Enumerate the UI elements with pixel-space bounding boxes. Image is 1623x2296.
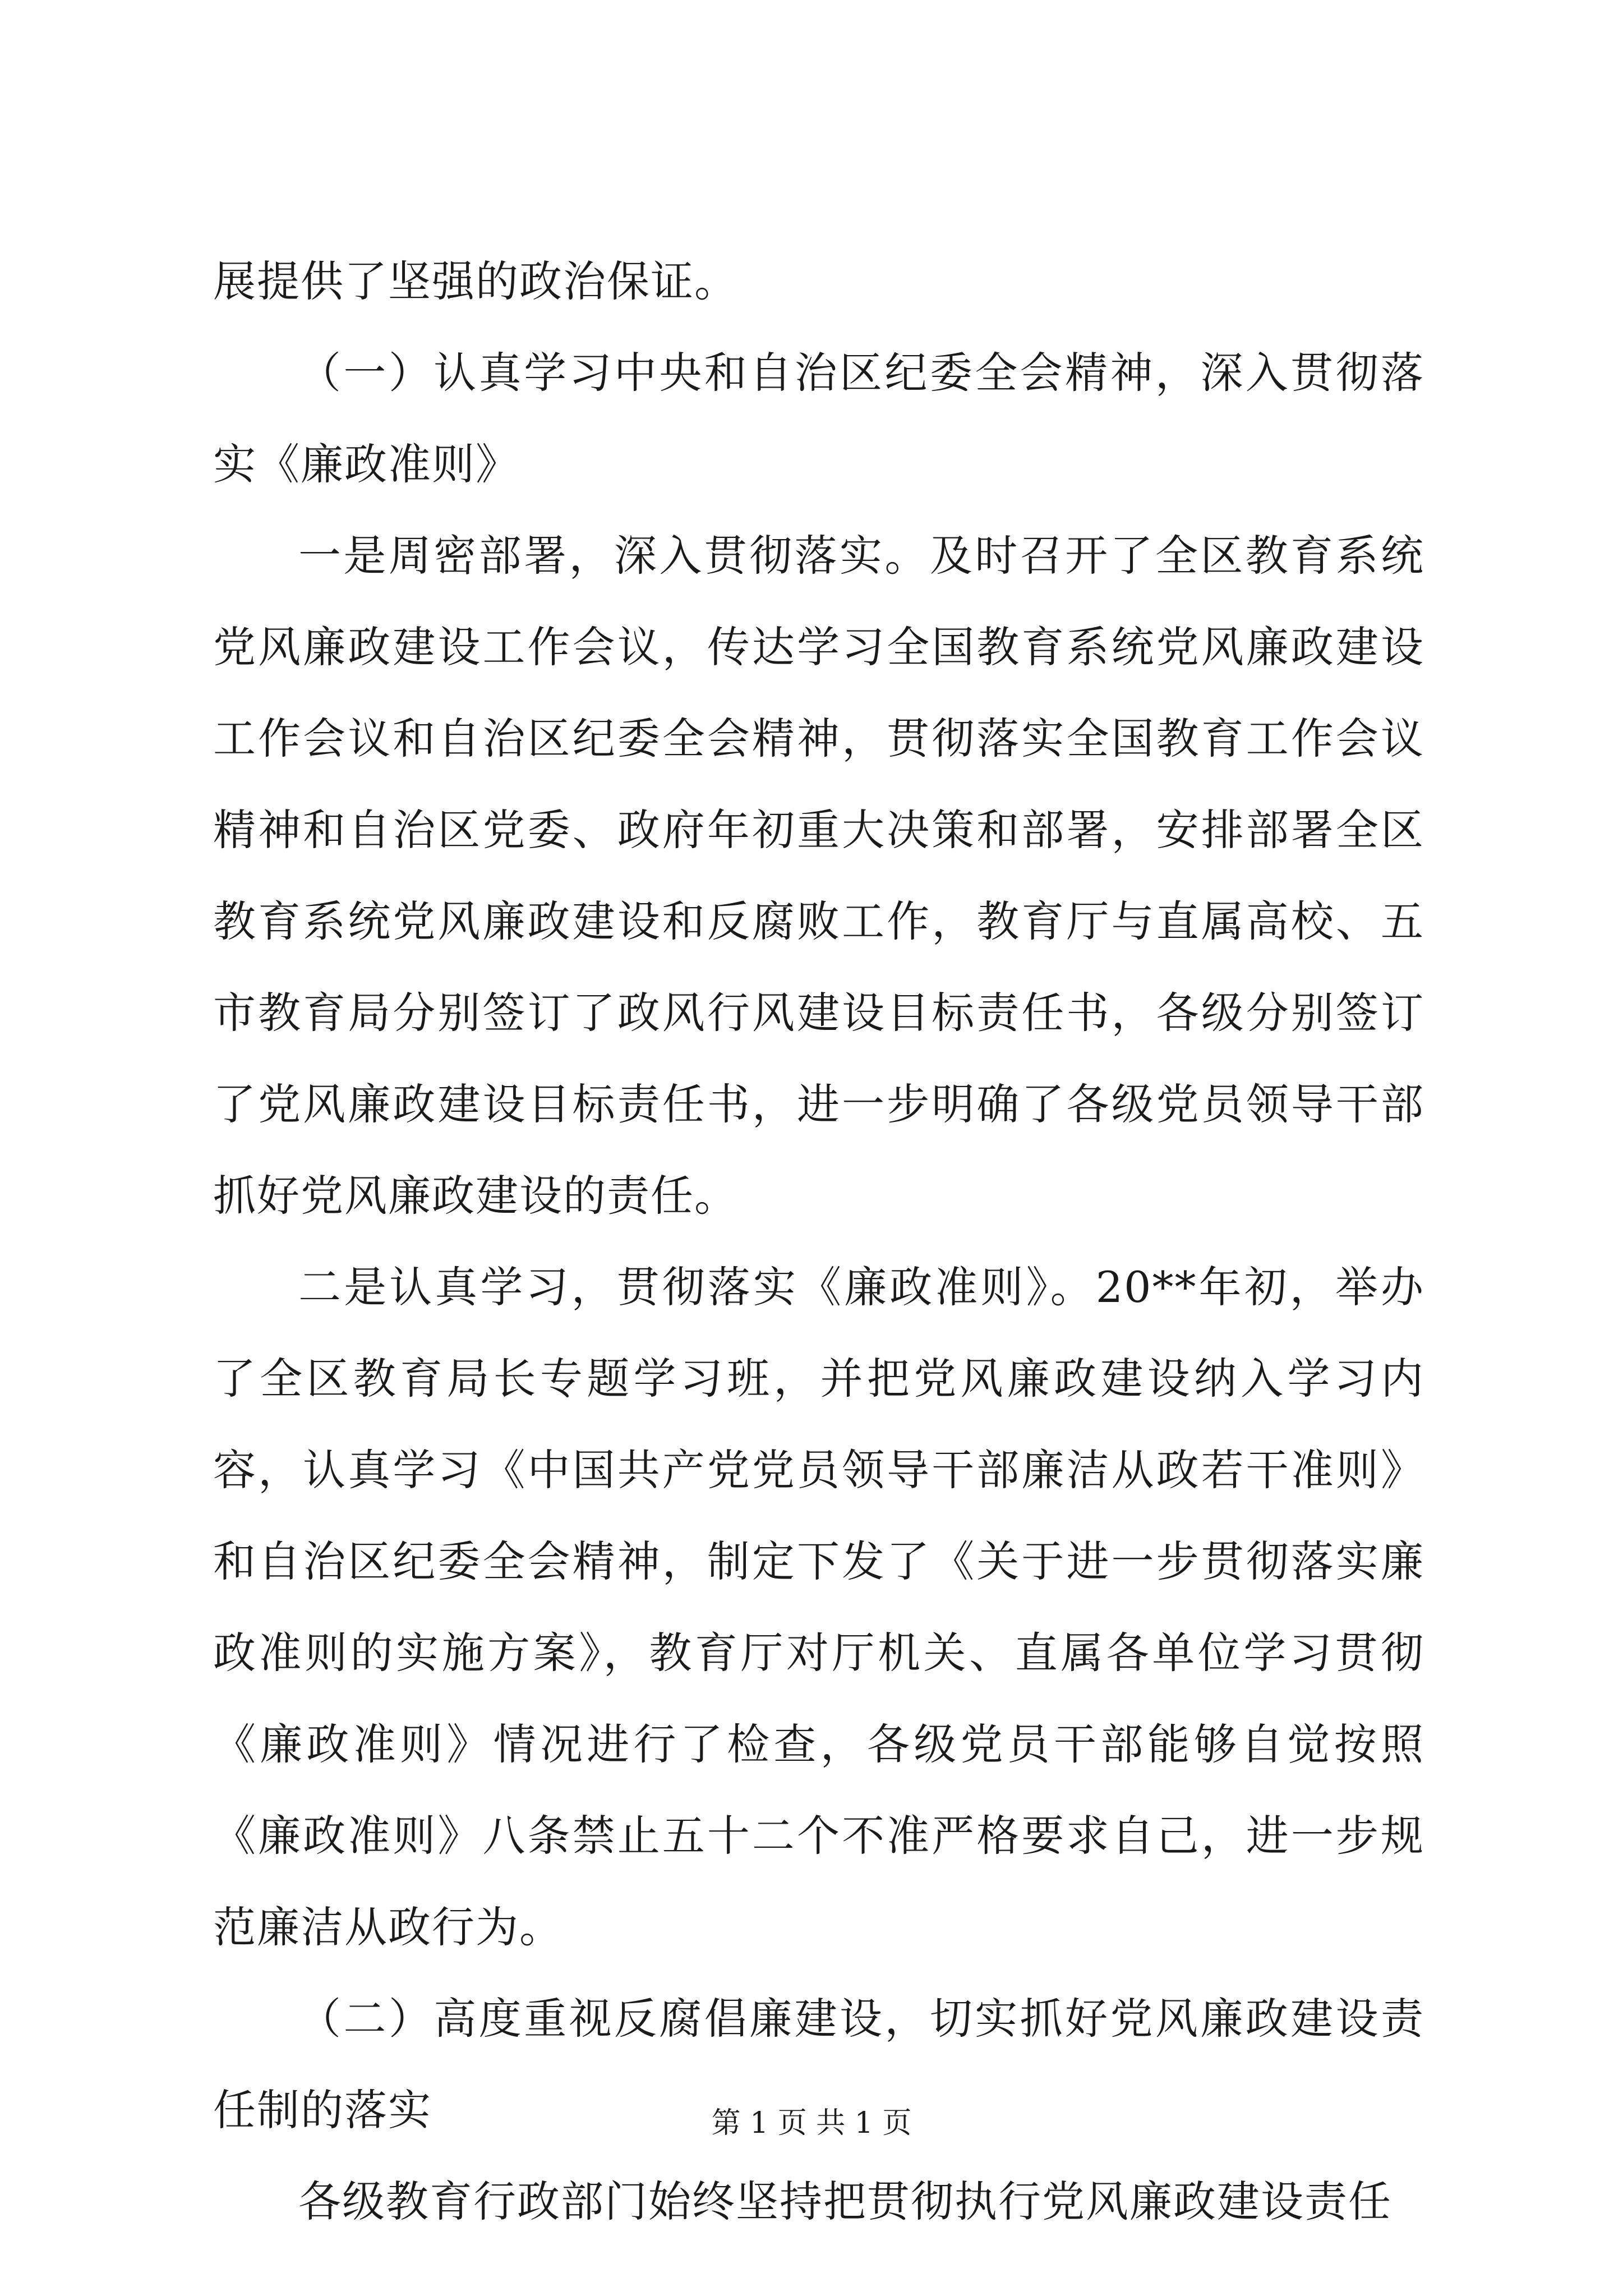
paragraph-deployment: 一是周密部署，深入贯彻落实。及时召开了全区教育系统党风廉政建设工作会议，传达学习全国教育系统党风廉政建设工作会议和自治区纪委全会精神，贯彻落实全国教育工作会议精神和自治区党委、政府年初重大决策和部署，安排部署全区教育系统党风廉政建设和反腐败工作，教育厅与直属高校、五市教育局分别签订了政风行风建设目标责任书，各级分别签订了党风廉政建设目标责任书，进一步明确了各级党员领导干部抓好党风廉政建设的责任。 bbox=[213, 531, 1424, 1221]
section-heading-2: （二）高度重视反腐倡廉建设，切实抓好党风廉政建设责任制的落实 bbox=[213, 1994, 1424, 2135]
section-heading-1: （一）认真学习中央和自治区纪委全会精神，深入贯彻落实《廉政准则》 bbox=[213, 348, 1424, 489]
paragraph-study: 二是认真学习，贯彻落实《廉政准则》。20**年初，举办了全区教育局长专题学习班，并把党风廉政建设纳入学习内容，认真学习《中国共产党党员领导干部廉洁从政若干准则》和自治区纪委全会精神，制定下发了《关于进一步贯彻落实廉政准则的实施方案》，教育厅对厅机关、直属各单位学习贯彻《廉政准则》情况进行了检查，各级党员干部能够自觉按照《廉政准则》八条禁止五十二个不准严格要求自己，进一步规范廉洁从政行为。 bbox=[213, 1262, 1424, 1952]
paragraph-continuation: 展提供了坚强的政治保证。 bbox=[213, 256, 738, 306]
document-body bbox=[213, 236, 1424, 2247]
paragraph-responsibility: 各级教育行政部门始终坚持把贯彻执行党风廉政建设责任 bbox=[298, 2177, 1392, 2226]
page-footer: 第 1 页 共 1 页 bbox=[711, 2106, 912, 2140]
